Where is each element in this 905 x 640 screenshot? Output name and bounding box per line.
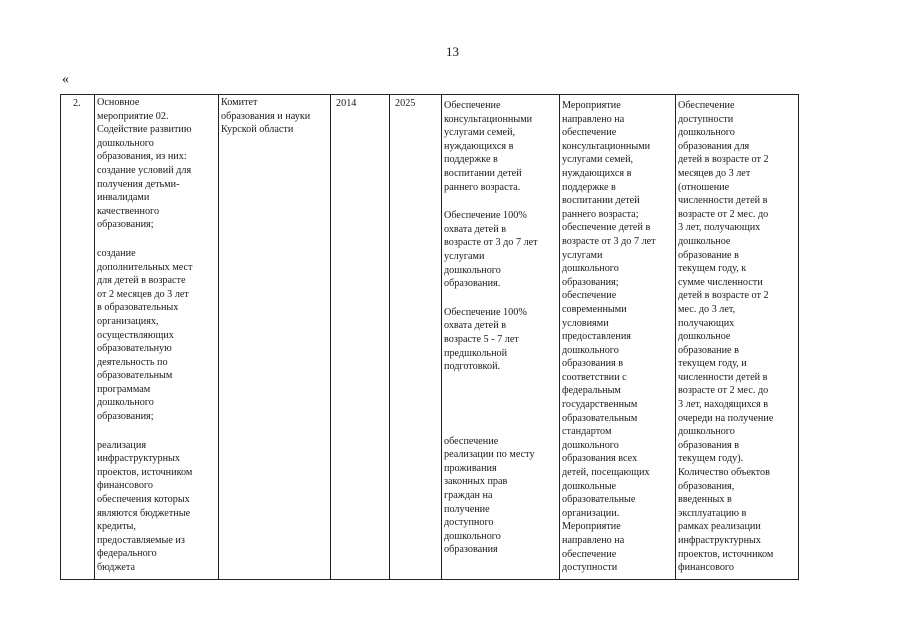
event-title: Основное мероприятие 02. Содействие развитию дошкольного образования, из них: создание условий для получения детьми- инвалидами качественного образования;: [97, 97, 192, 231]
cell-start-year: 2014: [331, 95, 390, 580]
cell-executor: Комитет образования и науки Курской области: [219, 95, 331, 580]
cell-indicators: Обеспечение доступности дошкольного образования для детей в возрасте от 2 месяцев до 3 лет (отношение численности детей в возрасте от 2 мес. до 3 лет, получающих дошкольное образование в текущем году, к сумме численности детей в возрасте от 2 мес. до 3 лет, получающих дошкольное образование в текущем году, и численности детей в возрасте от 2 мес. до 3 лет, находящихся в очереди на получение дошкольного образования в текущем году). Количество объектов образования, введенных в эксплуатацию в рамках реализации инфраструктурных проектов, источником финансового: [676, 95, 799, 580]
event-item-new-places: создание дополнительных мест для детей в возрасте от 2 месяцев до 3 лет в образовательных организациях, осуществляющих образовательную деятельность по образовательным программам дошкольного образования;: [97, 247, 193, 423]
result-rights: обеспечение реализации по месту проживания законных прав граждан на получение доступного дошкольного образования: [444, 435, 535, 556]
result-coverage-3-7: Обеспечение 100% охвата детей в возрасте от 3 до 7 лет услугами дошкольного образования.: [444, 210, 538, 290]
table-row: [61, 95, 799, 580]
cell-expected-results: [442, 95, 560, 580]
opening-quote-mark: «: [62, 72, 69, 87]
program-table: [60, 94, 799, 580]
result-coverage-5-7: Обеспечение 100% охвата детей в возрасте 5 - 7 лет предшкольной подготовкой.: [444, 306, 527, 373]
cell-end-year: 2025: [390, 95, 442, 580]
cell-event-name: [95, 95, 219, 580]
result-consulting: Обеспечение консультационными услугами семей, нуждающихся в поддержке в воспитании детей раннего возраста.: [444, 100, 533, 193]
event-item-infrastructure: реализация инфраструктурных проектов, источником финансового обеспечения которых являются бюджетные кредиты, предоставляемые из федерального бюджета: [97, 439, 193, 573]
page-number: 13: [446, 44, 459, 59]
cell-row-number: 2.: [61, 95, 95, 580]
cell-measures: Мероприятие направлено на обеспечение консультационными услугами семей, нуждающихся в поддержке в воспитании детей раннего возраста; обеспечение детей в возрасте от 3 до 7 лет услугами дошкольного образования; обеспечение современными условиями предоставления дошкольного образования в соответствии с федеральным государственным образовательным стандартом дошкольного образования всех детей, посещающих дошкольные образовательные организации. Мероприятие направлено на обеспечение доступности: [560, 95, 676, 580]
